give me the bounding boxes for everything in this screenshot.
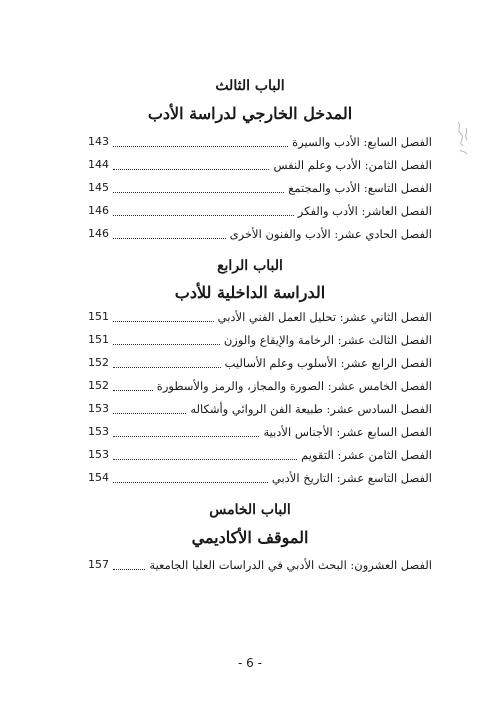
toc-entry-title: الفصل السابع: الأدب والسيرة [292,135,432,149]
toc-entry-page: 146 [88,204,109,217]
toc-leader-dots [113,222,226,239]
toc-entry-title: الفصل السادس عشر: طبيعة الفن الروائي وأشكاله [190,402,432,416]
toc-entry-title: الفصل التاسع عشر: التاريخ الأدبي [271,471,432,485]
toc-leader-dots [113,328,220,345]
toc-entry [88,199,432,219]
toc-entry-page: 144 [88,158,109,171]
toc-entry-title: الفصل الرابع عشر: الأسلوب وعلم الأساليب [224,356,432,370]
toc-entry [88,553,432,573]
toc-entry [88,328,432,348]
toc-entry-title: الفصل العشرون: البحث الأدبي في الدراسات العليا الجامعية [149,558,432,572]
toc-entry-page: 151 [88,310,109,323]
section-title-heading: الموقف الأكاديمي [191,528,309,547]
toc-leader-dots [113,397,186,414]
toc-entry-title: الفصل التاسع: الأدب والمجتمع [288,181,432,195]
toc-entry-title: الفصل الثامن: الأدب وعلم النفس [273,158,432,172]
section-part-heading: الباب الرابع [217,258,283,274]
toc-leader-dots [113,420,259,437]
toc-entry-title: الفصل الثامن عشر: التقويم [301,448,432,462]
toc-entry [88,397,432,417]
toc-entry [88,351,432,371]
toc-leader-dots [113,466,268,483]
toc-leader-dots [113,553,145,570]
toc-entry-title: الفصل الثاني عشر: تحليل العمل الفني الأدبي [217,310,432,324]
toc-leader-dots [113,153,269,170]
toc-entry-page: 146 [88,227,109,240]
section-title-heading: المدخل الخارجي لدراسة الأدب [147,104,353,123]
toc-entry-title: الفصل الخامس عشر: الصورة والمجاز، والرمز والأسطورة [156,379,432,393]
toc-entry-page: 153 [88,448,109,461]
toc-leader-dots [113,130,288,147]
toc-entry [88,153,432,173]
toc-entry-page: 152 [88,379,109,392]
toc-entry [88,130,432,150]
toc-entry [88,443,432,463]
toc-entry [88,222,432,242]
toc-leader-dots [113,305,214,322]
section-title-heading: الدراسة الداخلية للأدب [174,283,326,302]
toc-leader-dots [113,374,153,391]
page-number: - 6 - [238,656,262,670]
toc-entry [88,305,432,325]
toc-entry-title: الفصل الحادي عشر: الأدب والفنون الأخرى [229,227,432,241]
toc-entry-title: الفصل العاشر: الأدب والفكر [297,204,432,218]
toc-entry-page: 153 [88,402,109,415]
toc-entry-page: 145 [88,181,109,194]
toc-entry [88,374,432,394]
toc-entry [88,466,432,486]
section-part-heading: الباب الثالث [215,78,285,94]
toc-entry-page: 157 [88,558,109,571]
toc-entry-page: 153 [88,425,109,438]
toc-entry [88,420,432,440]
toc-leader-dots [113,351,221,368]
toc-entry [88,176,432,196]
toc-leader-dots [113,176,284,193]
toc-entry-page: 151 [88,333,109,346]
toc-entry-page: 152 [88,356,109,369]
toc-entry-title: الفصل الثالث عشر: الرخامة والإيقاع والوزن [223,333,432,347]
toc-leader-dots [113,443,297,460]
toc-entry-page: 154 [88,471,109,484]
toc-entry-page: 143 [88,135,109,148]
section-part-heading: الباب الخامس [209,502,291,518]
margin-scribble-icon [452,118,474,158]
toc-entry-title: الفصل السابع عشر: الأجناس الأدبية [263,425,432,439]
toc-leader-dots [113,199,294,216]
